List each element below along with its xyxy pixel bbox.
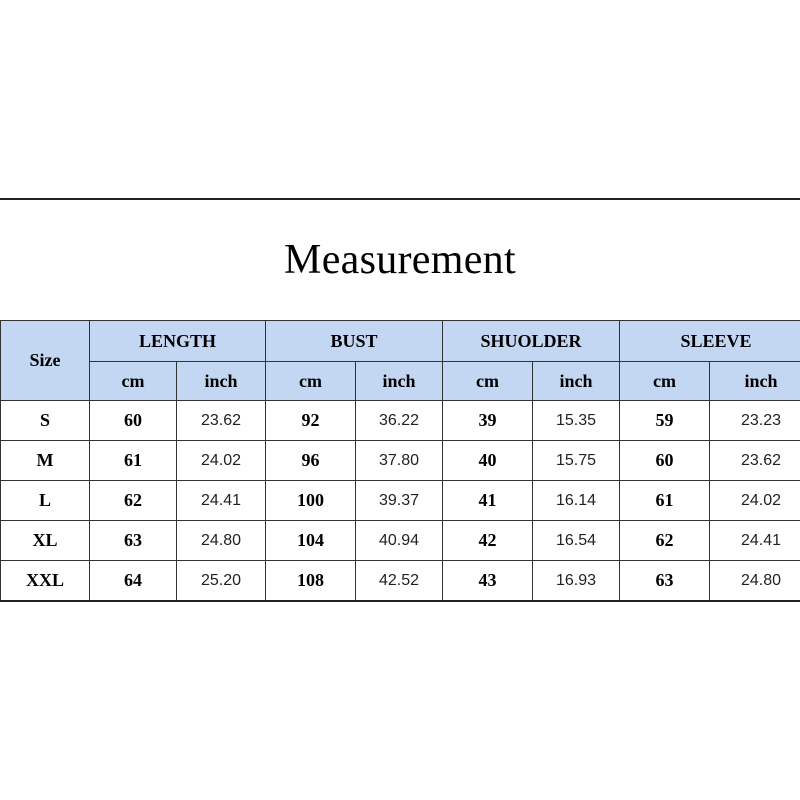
inch-value-cell: 23.62: [710, 441, 800, 481]
group-header-row: [1, 321, 800, 362]
inch-value-cell: 39.37: [356, 481, 443, 521]
inch-value-cell: 24.80: [177, 521, 266, 561]
inch-value-cell: 36.22: [356, 401, 443, 441]
cm-value-cell: 104: [266, 521, 356, 561]
inch-value-cell: 24.80: [710, 561, 800, 601]
size-table: [0, 320, 800, 601]
cm-value-cell: 96: [266, 441, 356, 481]
unit-inch-header: inch: [356, 362, 443, 401]
unit-cm-header: cm: [443, 362, 533, 401]
cm-value-cell: 61: [90, 441, 177, 481]
inch-value-cell: 40.94: [356, 521, 443, 561]
cm-value-cell: 92: [266, 401, 356, 441]
cm-value-cell: 59: [620, 401, 710, 441]
cm-value-cell: 42: [443, 521, 533, 561]
unit-inch-header: inch: [533, 362, 620, 401]
table-body: [1, 401, 800, 601]
title-row: [0, 200, 800, 320]
unit-inch-header: inch: [710, 362, 800, 401]
inch-value-cell: 42.52: [356, 561, 443, 601]
table-row: [1, 481, 800, 521]
chart-title: Measurement: [284, 237, 516, 283]
cm-value-cell: 62: [90, 481, 177, 521]
inch-value-cell: 16.54: [533, 521, 620, 561]
cm-value-cell: 61: [620, 481, 710, 521]
cm-value-cell: 39: [443, 401, 533, 441]
size-cell: L: [1, 481, 90, 521]
inch-value-cell: 37.80: [356, 441, 443, 481]
unit-cm-header: cm: [266, 362, 356, 401]
size-cell: XXL: [1, 561, 90, 601]
inch-value-cell: 24.41: [177, 481, 266, 521]
unit-cm-header: cm: [620, 362, 710, 401]
unit-cm-header: cm: [90, 362, 177, 401]
cm-value-cell: 41: [443, 481, 533, 521]
inch-value-cell: 15.35: [533, 401, 620, 441]
table-row: [1, 561, 800, 601]
bust-header: BUST: [266, 321, 443, 362]
size-cell: M: [1, 441, 90, 481]
inch-value-cell: 24.02: [177, 441, 266, 481]
inch-value-cell: 24.02: [710, 481, 800, 521]
cm-value-cell: 40: [443, 441, 533, 481]
inch-value-cell: 16.14: [533, 481, 620, 521]
cm-value-cell: 60: [620, 441, 710, 481]
inch-value-cell: 23.62: [177, 401, 266, 441]
inch-value-cell: 23.23: [710, 401, 800, 441]
cm-value-cell: 43: [443, 561, 533, 601]
inch-value-cell: 15.75: [533, 441, 620, 481]
cm-value-cell: 63: [620, 561, 710, 601]
table-row: [1, 441, 800, 481]
table-row: [1, 521, 800, 561]
shoulder-header: SHUOLDER: [443, 321, 620, 362]
cm-value-cell: 63: [90, 521, 177, 561]
size-chart: [0, 198, 800, 602]
inch-value-cell: 25.20: [177, 561, 266, 601]
cm-value-cell: 60: [90, 401, 177, 441]
unit-header-row: [1, 362, 800, 401]
size-column-header: Size: [1, 321, 90, 401]
sleeve-header: SLEEVE: [620, 321, 800, 362]
table-row: [1, 401, 800, 441]
inch-value-cell: 16.93: [533, 561, 620, 601]
cm-value-cell: 108: [266, 561, 356, 601]
cm-value-cell: 100: [266, 481, 356, 521]
inch-value-cell: 24.41: [710, 521, 800, 561]
unit-inch-header: inch: [177, 362, 266, 401]
size-cell: XL: [1, 521, 90, 561]
size-cell: S: [1, 401, 90, 441]
cm-value-cell: 62: [620, 521, 710, 561]
length-header: LENGTH: [90, 321, 266, 362]
cm-value-cell: 64: [90, 561, 177, 601]
